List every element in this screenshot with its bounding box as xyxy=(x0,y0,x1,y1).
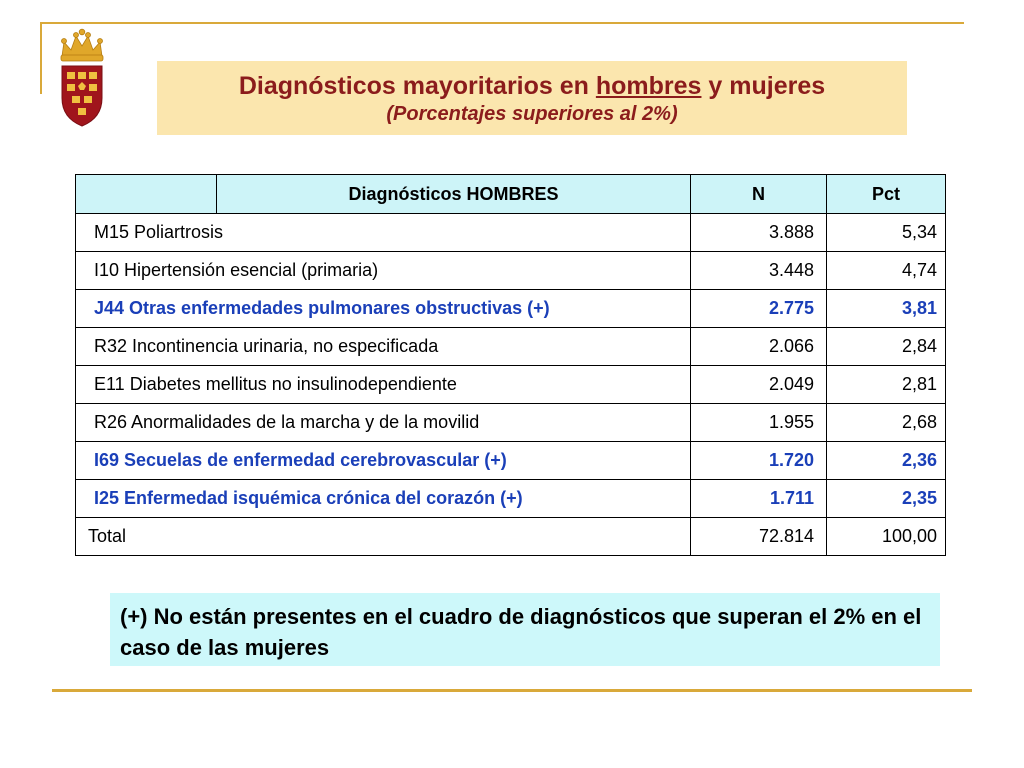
pct-cell: 3,81 xyxy=(827,290,946,328)
title-banner xyxy=(157,61,907,135)
table-row xyxy=(76,328,946,366)
table-row xyxy=(76,480,946,518)
table-header-row xyxy=(76,175,946,214)
table-row xyxy=(76,442,946,480)
header-blank-cell xyxy=(76,175,217,214)
header-diagnosis: Diagnósticos HOMBRES xyxy=(217,175,691,214)
pct-cell: 2,68 xyxy=(827,404,946,442)
header-n: N xyxy=(691,175,827,214)
footnote: (+) No están presentes en el cuadro de diagnósticos que superan el 2% en el caso de las mujeres xyxy=(110,593,940,666)
table-row xyxy=(76,366,946,404)
page-subtitle: (Porcentajes superiores al 2%) xyxy=(386,103,678,125)
pct-cell: 2,81 xyxy=(827,366,946,404)
title-text-after: y mujeres xyxy=(701,72,826,100)
diagnosis-cell: I69 Secuelas de enfermedad cerebrovascular (+) xyxy=(76,442,691,480)
left-rule xyxy=(40,22,42,94)
diagnosis-cell: E11 Diabetes mellitus no insulinodependiente xyxy=(76,366,691,404)
table-row xyxy=(76,214,946,252)
diagnosis-cell: I25 Enfermedad isquémica crónica del corazón (+) xyxy=(76,480,691,518)
n-cell: 2.775 xyxy=(691,290,827,328)
n-cell: 3.448 xyxy=(691,252,827,290)
page-title xyxy=(157,71,907,101)
n-cell: 1.711 xyxy=(691,480,827,518)
pct-cell: 2,35 xyxy=(827,480,946,518)
pct-cell: 4,74 xyxy=(827,252,946,290)
pct-cell: 2,36 xyxy=(827,442,946,480)
diagnosis-table xyxy=(75,174,946,556)
diagnosis-cell: M15 Poliartrosis xyxy=(76,214,691,252)
coat-of-arms-icon xyxy=(54,28,110,130)
n-cell: 3.888 xyxy=(691,214,827,252)
title-text-before: Diagnósticos mayoritarios en xyxy=(238,72,596,100)
pct-cell: 2,84 xyxy=(827,328,946,366)
diagnosis-cell: I10 Hipertensión esencial (primaria) xyxy=(76,252,691,290)
n-cell: 1.720 xyxy=(691,442,827,480)
header-pct: Pct xyxy=(827,175,946,214)
n-cell: 1.955 xyxy=(691,404,827,442)
n-cell: 2.066 xyxy=(691,328,827,366)
table-row xyxy=(76,290,946,328)
table-body xyxy=(76,214,946,556)
table-total-row xyxy=(76,518,946,556)
top-rule xyxy=(40,22,964,24)
diagnosis-cell: R26 Anormalidades de la marcha y de la movilid xyxy=(76,404,691,442)
total-n-cell: 72.814 xyxy=(691,518,827,556)
n-cell: 2.049 xyxy=(691,366,827,404)
diagnosis-cell: J44 Otras enfermedades pulmonares obstructivas (+) xyxy=(76,290,691,328)
table-row xyxy=(76,252,946,290)
title-underlined-word: hombres xyxy=(595,72,702,100)
pct-cell: 5,34 xyxy=(827,214,946,252)
total-pct-cell: 100,00 xyxy=(827,518,946,556)
diagnosis-cell: R32 Incontinencia urinaria, no especificada xyxy=(76,328,691,366)
total-label-cell: Total xyxy=(76,518,691,556)
table-row xyxy=(76,404,946,442)
bottom-rule xyxy=(52,689,972,692)
